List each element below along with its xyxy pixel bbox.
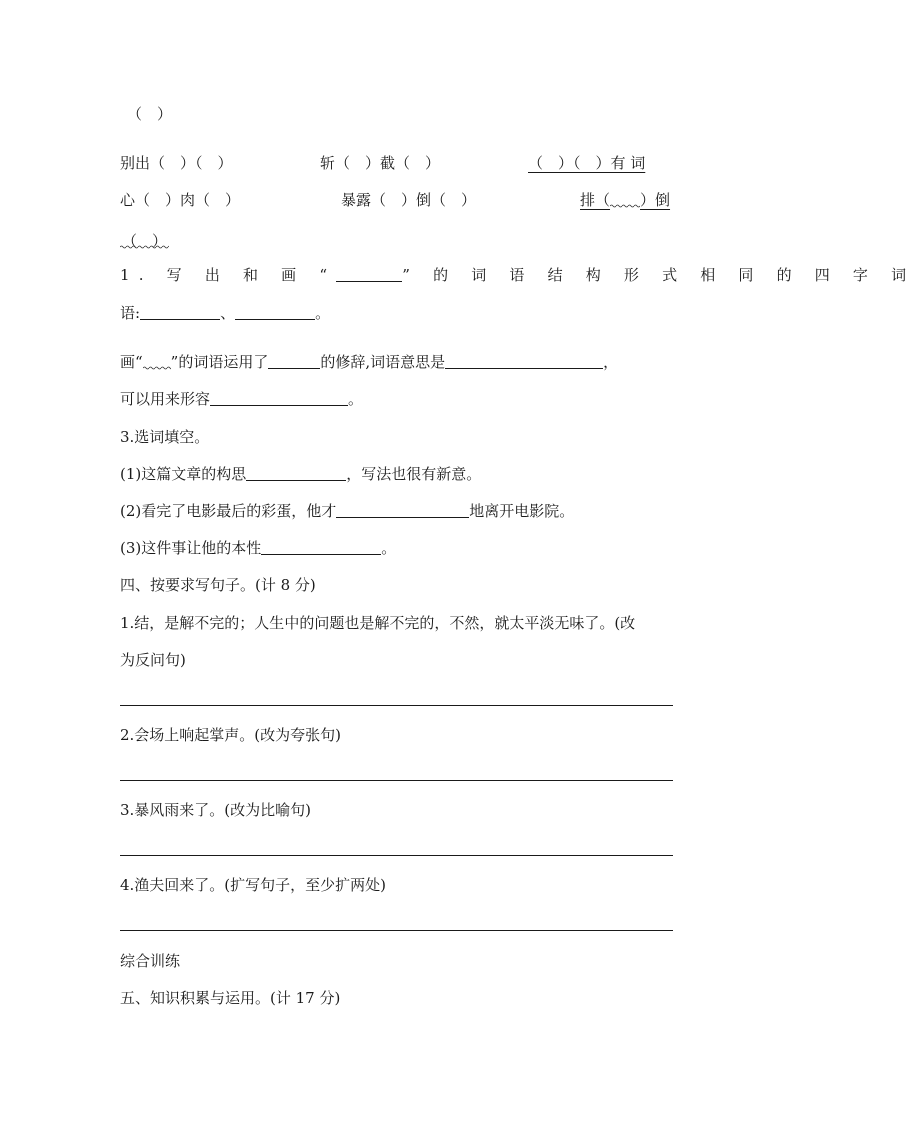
q2-b: ”的词语运用了 <box>170 353 269 371</box>
q1-text-a: 1. 写 出 和 画 “ <box>120 266 337 284</box>
q1-line1 <box>120 265 915 285</box>
q2-e: 可以用来形容 <box>120 390 211 408</box>
idiom-2: 斩（ ）截（ ） <box>320 154 441 172</box>
q2-line2 <box>120 389 363 409</box>
answer-blank-8[interactable] <box>261 538 381 555</box>
q3-s1-b: ，写法也很有新意。 <box>346 465 482 483</box>
q2-line1 <box>120 352 618 372</box>
q1-line2-a: 语: <box>120 304 141 322</box>
q2-f: 。 <box>348 390 364 408</box>
q3-title: 3.选词填空。 <box>120 428 210 446</box>
answer-blank-3[interactable] <box>268 352 320 369</box>
idiom-5: 暴露（ ）倒（ ） <box>341 191 477 209</box>
q3-s3-a: (3)这件事让他的本性 <box>120 539 262 557</box>
idiom-4: 心（ ）肉（ ） <box>120 191 241 209</box>
q2-c: 的修辞,词语意思是 <box>320 353 446 371</box>
q2-d: ， <box>603 353 619 371</box>
answer-blank-6[interactable] <box>246 464 346 481</box>
answer-blank-5[interactable] <box>210 389 348 406</box>
s4-item1-line2: 为反问句) <box>120 651 186 669</box>
answer-line-4[interactable] <box>120 930 673 931</box>
answer-blank-1[interactable] <box>140 303 220 320</box>
idiom-1: 别出（ ）（ ） <box>120 154 233 172</box>
s4-item4: 4.渔夫回来了。(扩写句子，至少扩两处) <box>120 876 387 894</box>
wavy-blank <box>143 352 171 370</box>
s4-item1-line1: 1.结，是解不完的；人生中的问题也是解不完的，不然，就太平淡无味了。(改 <box>120 614 636 632</box>
q3-s2 <box>120 501 574 521</box>
q1-line2 <box>120 303 330 323</box>
q3-s3 <box>120 538 396 558</box>
answer-line-2[interactable] <box>120 780 673 781</box>
answer-blank-2[interactable] <box>235 303 315 320</box>
top-paren: （ ） <box>127 105 173 123</box>
idiom-6 <box>580 190 670 210</box>
wavy-blank <box>610 190 640 208</box>
idiom-6-cont <box>120 228 169 249</box>
q3-s2-a: (2)看完了电影最后的彩蛋，他才 <box>120 502 337 520</box>
s4-item3: 3.暴风雨来了。(改为比喻句) <box>120 801 312 819</box>
training-heading: 综合训练 <box>120 952 181 970</box>
answer-blank-7[interactable] <box>336 501 469 518</box>
q1-text-b: ” 的 词 语 结 构 形 式 相 同 的 四 字 词 <box>402 266 915 284</box>
q3-s1 <box>120 464 481 484</box>
q3-s1-a: (1)这篇文章的构思 <box>120 465 247 483</box>
q1-blank-underline <box>336 265 402 282</box>
wavy-paren: （ ） <box>122 232 168 250</box>
section4-title: 四、按要求写句子。(计 8 分) <box>120 576 316 594</box>
q3-s2-b: 地离开电影院。 <box>469 502 575 520</box>
s4-item2: 2.会场上响起掌声。(改为夸张句) <box>120 726 342 744</box>
q3-s3-b: 。 <box>381 539 397 557</box>
answer-blank-4[interactable] <box>445 352 603 369</box>
idiom-3: （ ）（ ）有 词 <box>528 154 646 172</box>
q1-end: 。 <box>315 304 331 322</box>
answer-line-1[interactable] <box>120 705 673 706</box>
idiom-6-prefix: 排（ <box>580 191 611 209</box>
answer-line-3[interactable] <box>120 855 673 856</box>
idiom-6-suffix: ）倒 <box>640 191 671 209</box>
q1-sep: 、 <box>220 304 236 322</box>
section5-title: 五、知识积累与运用。(计 17 分) <box>120 989 341 1007</box>
q2-a: 画“ <box>120 353 143 371</box>
